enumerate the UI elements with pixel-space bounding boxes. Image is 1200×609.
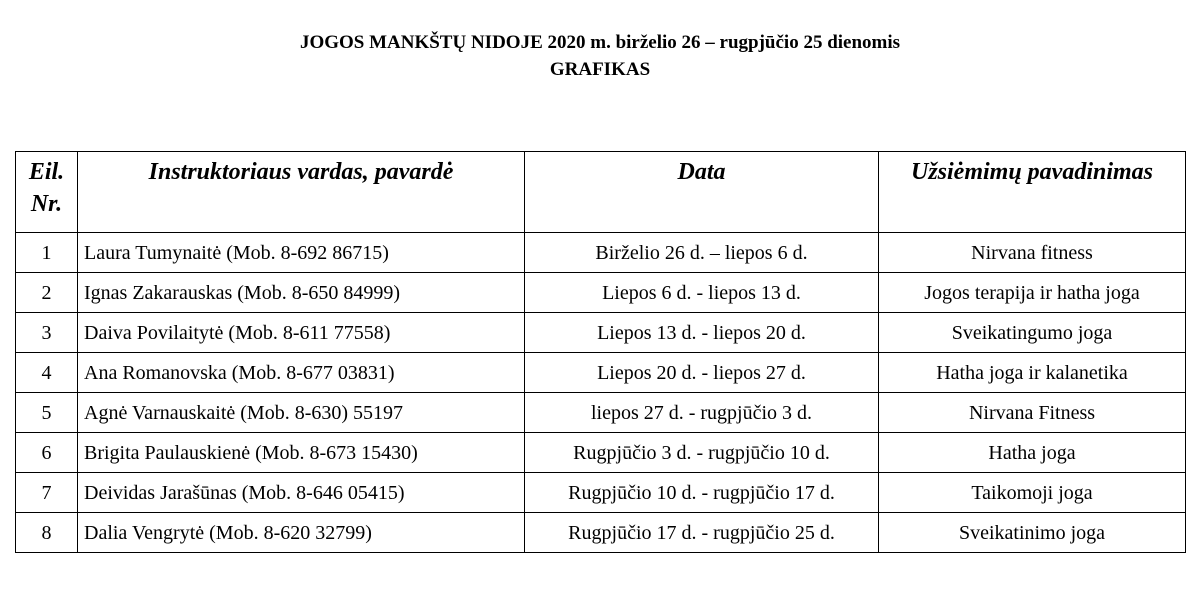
header-instructor: Instruktoriaus vardas, pavardė xyxy=(78,152,525,233)
schedule-table-header xyxy=(16,152,1186,233)
row-activity: Sveikatingumo joga xyxy=(879,313,1186,353)
row-instructor: Deividas Jarašūnas (Mob. 8-646 05415) xyxy=(78,473,525,513)
table-row xyxy=(16,393,1186,433)
row-date: Rugpjūčio 10 d. - rugpjūčio 17 d. xyxy=(525,473,879,513)
row-activity: Jogos terapija ir hatha joga xyxy=(879,273,1186,313)
table-row xyxy=(16,473,1186,513)
table-row xyxy=(16,233,1186,273)
row-activity: Taikomoji joga xyxy=(879,473,1186,513)
document-title: JOGOS MANKŠTŲ NIDOJE 2020 m. birželio 26 – rugpjūčio 25 dienomis xyxy=(299,32,901,53)
row-instructor: Agnė Varnauskaitė (Mob. 8-630) 55197 xyxy=(78,393,525,433)
row-nr: 4 xyxy=(16,353,78,393)
row-date: liepos 27 d. - rugpjūčio 3 d. xyxy=(525,393,879,433)
row-nr: 8 xyxy=(16,513,78,553)
header-activity: Užsiėmimų pavadinimas xyxy=(879,152,1186,233)
row-instructor: Ana Romanovska (Mob. 8-677 03831) xyxy=(78,353,525,393)
row-instructor: Daiva Povilaitytė (Mob. 8-611 77558) xyxy=(78,313,525,353)
row-activity: Hatha joga ir kalanetika xyxy=(879,353,1186,393)
row-activity: Hatha joga xyxy=(879,433,1186,473)
row-nr: 3 xyxy=(16,313,78,353)
row-activity: Nirvana Fitness xyxy=(879,393,1186,433)
table-row xyxy=(16,273,1186,313)
schedule-table xyxy=(15,151,1186,553)
row-date: Rugpjūčio 3 d. - rugpjūčio 10 d. xyxy=(525,433,879,473)
table-row xyxy=(16,313,1186,353)
row-date: Rugpjūčio 17 d. - rugpjūčio 25 d. xyxy=(525,513,879,553)
row-instructor: Dalia Vengrytė (Mob. 8-620 32799) xyxy=(78,513,525,553)
header-date: Data xyxy=(525,152,879,233)
row-activity: Sveikatinimo joga xyxy=(879,513,1186,553)
row-nr: 2 xyxy=(16,273,78,313)
table-row xyxy=(16,353,1186,393)
row-date: Liepos 13 d. - liepos 20 d. xyxy=(525,313,879,353)
table-row xyxy=(16,433,1186,473)
row-date: Liepos 6 d. - liepos 13 d. xyxy=(525,273,879,313)
row-nr: 6 xyxy=(16,433,78,473)
header-nr: Eil. Nr. xyxy=(16,152,78,233)
row-date: Birželio 26 d. – liepos 6 d. xyxy=(525,233,879,273)
row-instructor: Laura Tumynaitė (Mob. 8-692 86715) xyxy=(78,233,525,273)
header-row xyxy=(16,152,1186,233)
row-activity: Nirvana fitness xyxy=(879,233,1186,273)
table-row xyxy=(16,513,1186,553)
row-instructor: Ignas Zakarauskas (Mob. 8-650 84999) xyxy=(78,273,525,313)
row-nr: 7 xyxy=(16,473,78,513)
row-nr: 1 xyxy=(16,233,78,273)
document-subtitle: GRAFIKAS xyxy=(549,59,651,80)
row-date: Liepos 20 d. - liepos 27 d. xyxy=(525,353,879,393)
schedule-table-body xyxy=(16,233,1186,553)
row-instructor: Brigita Paulauskienė (Mob. 8-673 15430) xyxy=(78,433,525,473)
row-nr: 5 xyxy=(16,393,78,433)
